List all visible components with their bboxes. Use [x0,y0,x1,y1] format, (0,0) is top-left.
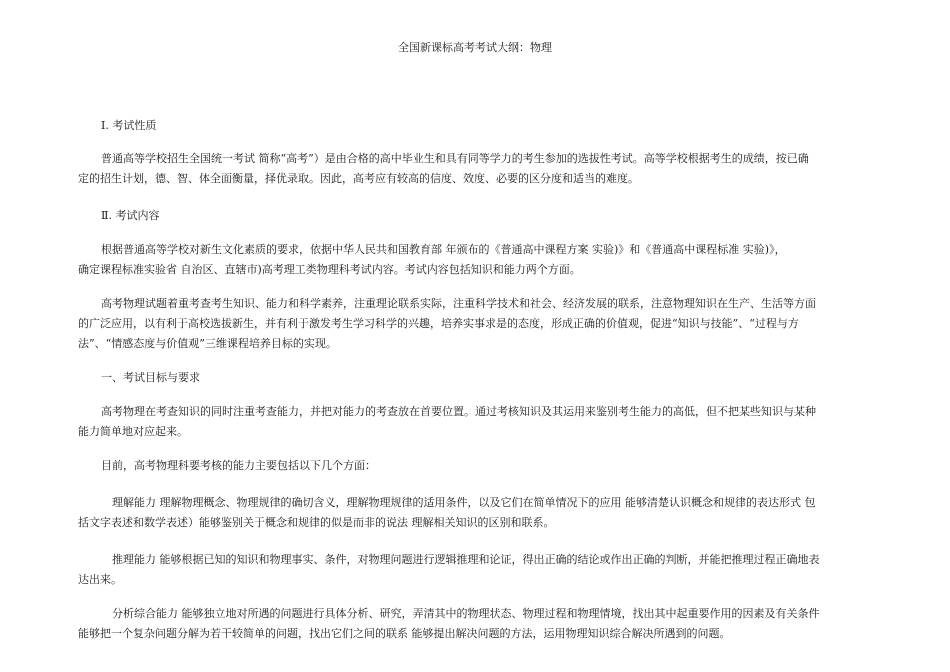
paragraph-line: 括文字表述和数学表述）能够鉴别关于概念和规律的似是而非的说法 理解相关知识的区别和联系。 [78,516,555,529]
section-heading-objectives: 一、考试目标与要求 [101,371,200,384]
paragraph-line: 达出来。 [78,573,122,586]
section-heading-content: Ⅱ. 考试内容 [101,209,160,222]
paragraph-line: 分析综合能力 能够独立地对所遇的问题进行具体分析、研究，弄清其中的物理状态、物理过程和物理情境，找出其中起重要作用的因素及有关条件 [112,607,820,620]
paragraph-line: 确定课程标准实验省 自治区、直辖市)高考理工类物理科考试内容。考试内容包括知识和能力两个方面。 [78,263,581,276]
paragraph-line: 理解能力 理解物理概念、物理规律的确切含义，理解物理规律的适用条件，以及它们在简单情况下的应用 能够清楚认识概念和规律的表达形式 包 [112,496,816,509]
paragraph-line: 定的招生计划，德、智、体全面衡量，择优录取。因此，高考应有较高的信度、效度、必要的区分度和适当的难度。 [78,172,639,185]
paragraph-line: 高考物理试题着重考查考生知识、能力和科学素养，注重理论联系实际，注重科学技术和社会、经济发展的联系，注意物理知识在生产、生活等方面 [101,297,816,310]
document-title: 全国新课标高考考试大纲：物理 [398,41,552,54]
paragraph-line: 的广泛应用，以有利于高校选拔新生，并有利于激发考生学习科学的兴趣，培养实事求是的态度，形成正确的价值观，促进“知识与技能”、“过程与方 [78,317,799,330]
paragraph-line: 根据普通高等学校对新生文化素质的要求，依据中华人民共和国教育部 年颁布的《普通高中课程方案 实验)》和《普通高中课程标准 实验)》， [101,243,786,256]
paragraph-line: 高考物理在考查知识的同时注重考查能力，并把对能力的考查放在首要位置。通过考核知识及其运用来鉴别考生能力的高低，但不把某些知识与某种 [101,405,816,418]
paragraph-line: 能力简单地对应起来。 [78,425,188,438]
section-heading-nature: Ⅰ. 考试性质 [101,119,157,132]
paragraph-line: 法”、“情感态度与价值观”三维课程培养目标的实现。 [78,337,337,350]
paragraph-line: 目前，高考物理科要考核的能力主要包括以下几个方面： [101,459,376,472]
paragraph-line: 推理能力 能够根据已知的知识和物理事实、条件，对物理问题进行逻辑推理和论证，得出正确的结论或作出正确的判断，并能把推理过程正确地表 [112,553,820,566]
paragraph-line: 能够把一个复杂问题分解为若干较简单的问题，找出它们之间的联系 能够提出解决问题的方法，运用物理知识综合解决所遇到的问题。 [78,627,731,640]
paragraph-line: 普通高等学校招生全国统一考试 简称“高考”）是由合格的高中毕业生和具有同等学力的考生参加的选拔性考试。高等学校根据考生的成绩，按已确 [101,152,809,165]
